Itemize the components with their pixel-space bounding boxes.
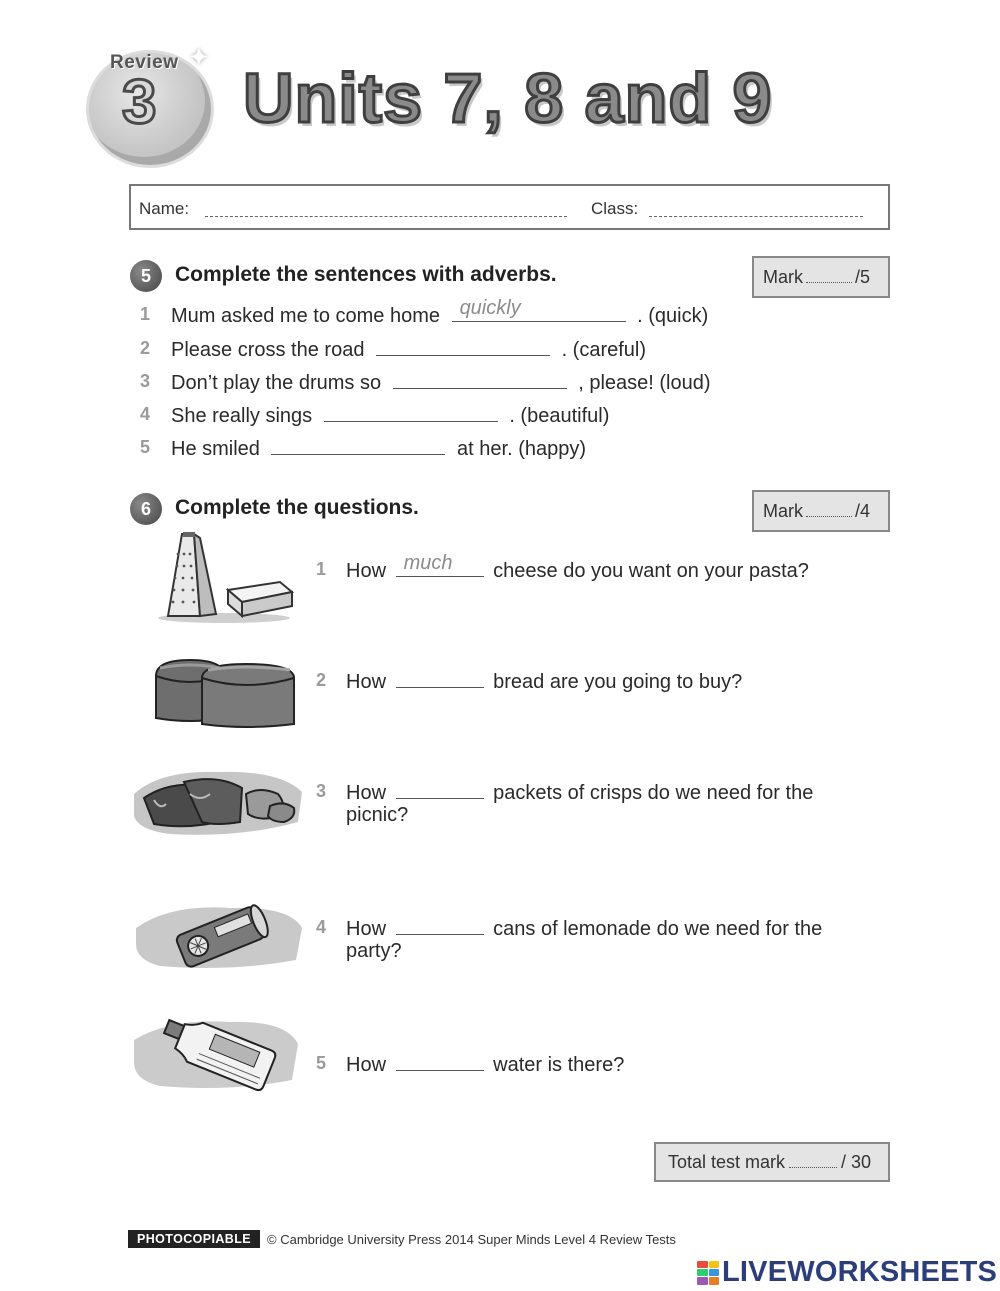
item-number: 4 <box>316 917 327 937</box>
question-text: How <box>346 560 387 582</box>
sentence-text: Mum asked me to come home <box>171 305 440 327</box>
sentence-row <box>171 435 586 461</box>
question-row <box>346 1051 624 1077</box>
answer-field[interactable] <box>271 435 445 455</box>
item-number: 2 <box>316 670 327 690</box>
name-class-box <box>129 184 890 230</box>
item-number: 3 <box>140 371 151 391</box>
item-number: 5 <box>316 1053 327 1073</box>
mark-total: /4 <box>855 500 871 521</box>
question-text: packets of crisps do we need for the <box>493 782 814 804</box>
mark-label: Mark <box>763 500 803 521</box>
mark-field[interactable] <box>806 505 852 517</box>
badge-label: Review <box>110 52 179 73</box>
crisps-packets-icon <box>130 764 306 840</box>
answer-text: quickly <box>459 297 521 319</box>
question-row <box>346 552 809 583</box>
bread-loaves-icon <box>150 654 300 734</box>
question-text: How <box>346 1054 387 1076</box>
answer-field[interactable] <box>396 915 484 935</box>
answer-field[interactable] <box>324 402 498 422</box>
brand-text: LIVEWORKSHEETS <box>722 1256 998 1288</box>
sentence-text: . (quick) <box>637 305 709 327</box>
section-number: 6 <box>130 493 162 525</box>
question-text-continued: party? <box>346 940 402 962</box>
liveworksheets-icon <box>697 1261 719 1285</box>
answer-field[interactable] <box>396 668 484 688</box>
name-label: Name: <box>139 199 190 218</box>
item-number: 2 <box>140 338 151 358</box>
sparkle-icon: ✦ <box>188 42 210 72</box>
badge-number: 3 <box>122 68 157 137</box>
water-bottle-icon <box>130 1014 300 1092</box>
sentence-row <box>171 369 711 395</box>
sentence-text: He smiled <box>171 438 260 460</box>
total-mark-box <box>654 1142 890 1182</box>
question-text: cans of lemonade do we need for the <box>493 918 823 940</box>
question-row <box>346 915 822 941</box>
item-number: 5 <box>140 437 151 457</box>
question-row <box>346 779 813 805</box>
question-text-continued: picnic? <box>346 804 409 826</box>
answer-field[interactable] <box>396 1051 484 1071</box>
copyright-text: © Cambridge University Press 2014 Super Minds Level 4 Review Tests <box>267 1231 676 1247</box>
lemonade-can-icon <box>130 898 306 974</box>
section-title: Complete the sentences with adverbs. <box>175 263 557 286</box>
class-label: Class: <box>591 199 639 218</box>
answer-field[interactable] <box>452 297 626 322</box>
mark-field[interactable] <box>806 271 852 283</box>
question-text: water is there? <box>493 1054 625 1076</box>
section-title: Complete the questions. <box>175 496 419 519</box>
mark-box <box>752 490 890 532</box>
sentence-text: Please cross the road <box>171 339 365 361</box>
sentence-row <box>171 402 609 428</box>
question-text: cheese do you want on your pasta? <box>493 560 809 582</box>
question-row <box>346 668 742 694</box>
item-number: 1 <box>316 559 327 579</box>
sentence-row <box>171 297 709 328</box>
answer-field[interactable] <box>396 552 484 577</box>
mark-total: /5 <box>855 266 871 287</box>
footer <box>128 1230 676 1248</box>
cheese-grater-icon <box>154 532 299 624</box>
photocopiable-tag: PHOTOCOPIABLE <box>128 1230 260 1248</box>
sentence-row <box>171 336 646 362</box>
page-title: Units 7, 8 and 9 <box>243 59 773 137</box>
total-value: / 30 <box>841 1151 872 1172</box>
review-badge <box>86 42 218 168</box>
section-number: 5 <box>130 260 162 292</box>
question-text: How <box>346 671 387 693</box>
sentence-text: , please! (loud) <box>578 372 711 394</box>
sentence-text: She really sings <box>171 405 313 427</box>
answer-field[interactable] <box>396 779 484 799</box>
mark-box <box>752 256 890 298</box>
question-text: bread are you going to buy? <box>493 671 743 693</box>
item-number: 4 <box>140 404 151 424</box>
name-field[interactable] <box>205 216 567 217</box>
class-field[interactable] <box>649 216 863 217</box>
sentence-text: . (careful) <box>561 339 647 361</box>
answer-field[interactable] <box>393 369 567 389</box>
sentence-text: at her. (happy) <box>457 438 587 460</box>
mark-label: Mark <box>763 266 803 287</box>
total-label: Total test mark <box>668 1151 786 1172</box>
answer-field[interactable] <box>376 336 550 356</box>
item-number: 3 <box>316 781 327 801</box>
item-number: 1 <box>140 304 151 324</box>
sentence-text: Don’t play the drums so <box>171 372 382 394</box>
total-field[interactable] <box>789 1156 837 1168</box>
liveworksheets-logo <box>697 1256 997 1289</box>
sentence-text: . (beautiful) <box>509 405 610 427</box>
question-text: How <box>346 918 387 940</box>
answer-text: much <box>403 552 453 574</box>
question-text: How <box>346 782 387 804</box>
